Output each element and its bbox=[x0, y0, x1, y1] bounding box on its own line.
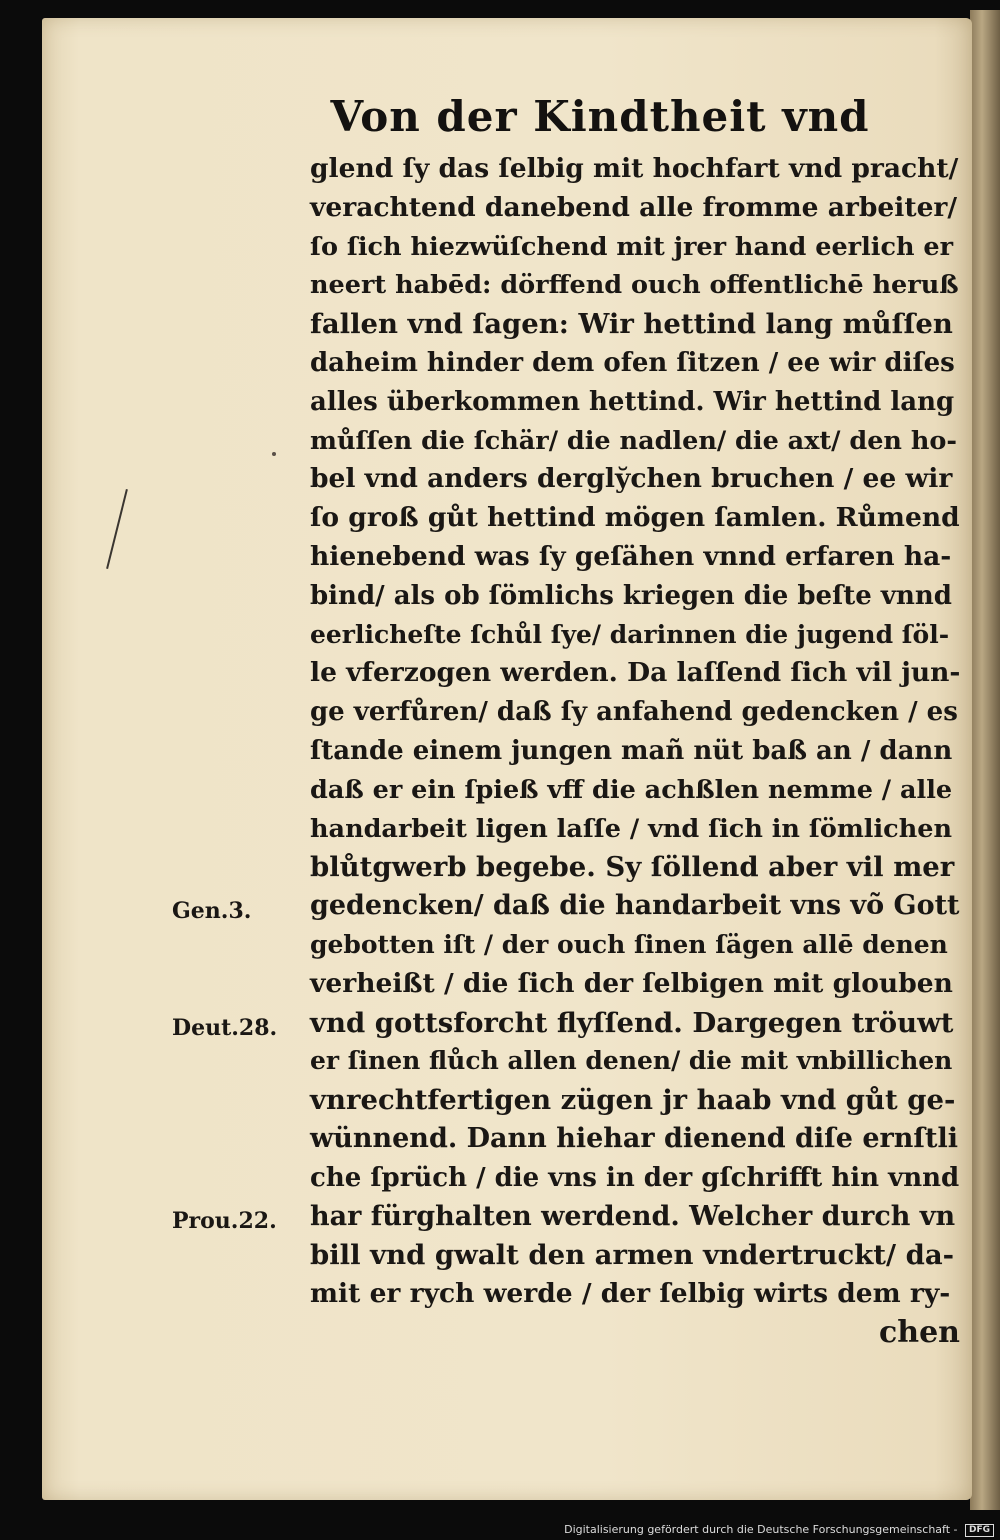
text-line: bind/ als ob ſömlichs kriegen die beſte vnnd bbox=[310, 580, 952, 611]
text-line: vnrechtfertigen zügen jr haab vnd gůt ge- bbox=[310, 1084, 956, 1117]
text-line: můſſen die ſchär/ die nadlen/ die axt/ den ho- bbox=[310, 425, 957, 456]
text-line: ge verfůren/ daß ſy anfahend gedencken / es bbox=[310, 697, 958, 728]
text-line: blůtgwerb begebe. Sy ſöllend aber vil mer bbox=[310, 851, 955, 884]
footer-text: Digitalisierung gefördert durch die Deutsche Forschungsgemeinschaft - bbox=[564, 1523, 958, 1536]
text-line: ſo groß gůt hettind mögen ſamlen. Růmend bbox=[310, 502, 960, 534]
text-line: le vferzogen werden. Da laſſend ſich vil jun- bbox=[310, 657, 961, 689]
footer-credit bbox=[564, 1523, 994, 1537]
text-line: handarbeit ligen laſſe / vnd ſich in ſömlichen bbox=[310, 813, 953, 844]
book-edge bbox=[970, 10, 1000, 1510]
text-line: che ſprüch / die vns in der gſchrifft hin vnnd bbox=[310, 1162, 960, 1193]
body-text bbox=[310, 150, 960, 1353]
text-line: daß er ein ſpieß vff die achßlen nemme / alle bbox=[310, 774, 953, 805]
text-line: gebotten iſt / der ouch ſinen ſägen allē denen bbox=[310, 929, 948, 959]
text-line: har fürghalten werdend. Welcher durch vn bbox=[310, 1200, 956, 1232]
text-line: wünnend. Dann hiehar dienend diſe ernſtli bbox=[310, 1122, 958, 1154]
catchword: chen bbox=[879, 1314, 960, 1350]
text-line: hienebend was ſy geſähen vnnd erfaren ha- bbox=[310, 540, 952, 572]
dfg-logo: DFG bbox=[965, 1524, 994, 1537]
margin-note: Gen.3. bbox=[172, 898, 252, 924]
text-line: neert habēd: dörffend ouch offentlichē heruß bbox=[310, 270, 959, 301]
text-line: bill vnd gwalt den armen vndertruckt/ da- bbox=[310, 1239, 955, 1272]
text-line: vnd gottsforcht flyſſend. Dargegen tröuwt bbox=[310, 1006, 954, 1039]
ink-dot bbox=[272, 452, 276, 456]
text-line: glend ſy das ſelbig mit hochfart vnd pracht/ bbox=[310, 153, 959, 184]
text-line: verheißt / die ſich der ſelbigen mit glouben bbox=[310, 967, 953, 999]
text-line: gedencken/ daß die handarbeit vns võ Gott bbox=[310, 890, 960, 922]
text-line: mit er rych werde / der ſelbig wirts dem ry- bbox=[310, 1278, 951, 1310]
text-line: ſtande einem jungen mañ nüt baß an / dann bbox=[310, 735, 953, 766]
text-line: er ſinen flůch allen denen/ die mit vnbillichen bbox=[310, 1046, 953, 1076]
text-line: eerlicheſte ſchůl ſye/ darinnen die jugend ſöl- bbox=[310, 619, 950, 649]
text-line: alles überkommen hettind. Wir hettind lang bbox=[310, 386, 955, 417]
margin-note: Deut.28. bbox=[172, 1015, 278, 1041]
text-line: bel vnd anders dergly̆chen bruchen / ee wir bbox=[310, 463, 953, 495]
text-line: verachtend danebend alle fromme arbeiter/ bbox=[310, 191, 958, 223]
text-line: fallen vnd ſagen: Wir hettind lang můſſen bbox=[310, 308, 953, 341]
running-header: Von der Kindtheit vnd bbox=[330, 92, 870, 141]
margin-note: Prou.22. bbox=[172, 1208, 277, 1234]
text-line: ſo ſich hiezwüſchend mit jrer hand eerlich er bbox=[310, 231, 954, 262]
text-line: daheim hinder dem ofen ſitzen / ee wir diſes bbox=[310, 347, 955, 378]
